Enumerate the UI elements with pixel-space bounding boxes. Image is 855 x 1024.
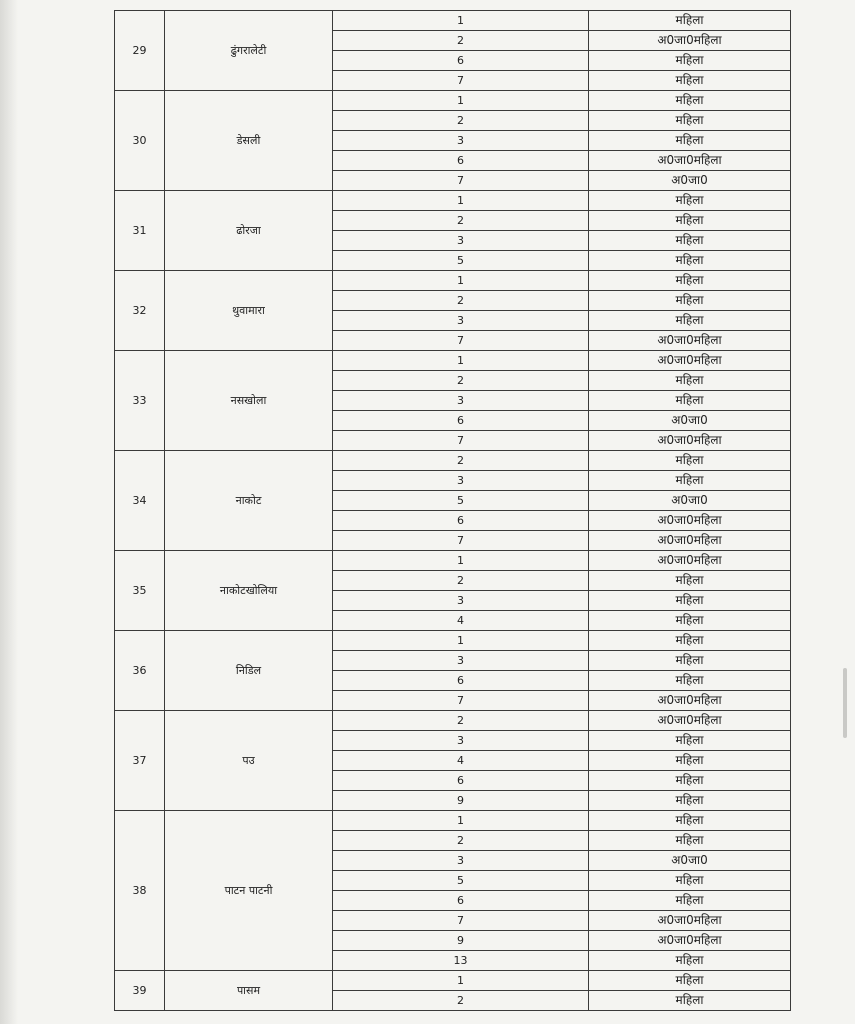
reservation-category-cell: अ0जा0महिला <box>589 911 791 931</box>
gram-panchayat-name-cell: डेसली <box>165 91 333 191</box>
reservation-category-cell: महिला <box>589 971 791 991</box>
reservation-category-cell: अ0जा0महिला <box>589 331 791 351</box>
scrollbar-thumb[interactable] <box>843 668 847 738</box>
ward-number-cell: 7 <box>333 171 589 191</box>
ward-number-cell: 1 <box>333 91 589 111</box>
reservation-category-cell: महिला <box>589 211 791 231</box>
ward-number-cell: 5 <box>333 251 589 271</box>
reservation-category-cell: महिला <box>589 111 791 131</box>
reservation-category-cell: महिला <box>589 611 791 631</box>
reservation-category-cell: अ0जा0महिला <box>589 431 791 451</box>
page-edge-shadow <box>0 0 18 1024</box>
reservation-category-cell: महिला <box>589 11 791 31</box>
ward-number-cell: 3 <box>333 731 589 751</box>
reservation-category-cell: महिला <box>589 751 791 771</box>
table-body <box>115 11 791 1011</box>
reservation-category-cell: महिला <box>589 871 791 891</box>
ward-number-cell: 3 <box>333 131 589 151</box>
ward-number-cell: 2 <box>333 831 589 851</box>
ward-number-cell: 3 <box>333 231 589 251</box>
reservation-category-cell: महिला <box>589 571 791 591</box>
reservation-category-cell: महिला <box>589 471 791 491</box>
ward-number-cell: 7 <box>333 691 589 711</box>
reservation-category-cell: महिला <box>589 91 791 111</box>
ward-number-cell: 2 <box>333 991 589 1011</box>
ward-number-cell: 9 <box>333 931 589 951</box>
reservation-category-cell: महिला <box>589 791 791 811</box>
ward-number-cell: 2 <box>333 571 589 591</box>
reservation-category-cell: अ0जा0 <box>589 491 791 511</box>
reservation-category-cell: महिला <box>589 251 791 271</box>
table-row <box>115 811 791 831</box>
serial-number-cell: 36 <box>115 631 165 711</box>
gram-panchayat-name-cell: पउ <box>165 711 333 811</box>
table-row <box>115 451 791 471</box>
gram-panchayat-name-cell: पाटन पाटनी <box>165 811 333 971</box>
gram-panchayat-name-cell: नाकोटखोलिया <box>165 551 333 631</box>
gram-panchayat-name-cell: ढोरजा <box>165 191 333 271</box>
ward-number-cell: 4 <box>333 611 589 631</box>
gram-panchayat-name-cell: निडिल <box>165 631 333 711</box>
ward-number-cell: 3 <box>333 851 589 871</box>
ward-number-cell: 2 <box>333 31 589 51</box>
reservation-category-cell: अ0जा0महिला <box>589 31 791 51</box>
reservation-category-cell: अ0जा0 <box>589 411 791 431</box>
reservation-category-cell: महिला <box>589 891 791 911</box>
gram-panchayat-name-cell: थुवामारा <box>165 271 333 351</box>
table-row <box>115 631 791 651</box>
reservation-category-cell: महिला <box>589 231 791 251</box>
reservation-category-cell: अ0जा0महिला <box>589 711 791 731</box>
ward-number-cell: 3 <box>333 311 589 331</box>
reservation-category-cell: महिला <box>589 271 791 291</box>
table-row <box>115 711 791 731</box>
reservation-category-cell: महिला <box>589 811 791 831</box>
ward-number-cell: 1 <box>333 351 589 371</box>
reservation-category-cell: अ0जा0 <box>589 851 791 871</box>
table-row <box>115 971 791 991</box>
ward-number-cell: 3 <box>333 471 589 491</box>
gram-panchayat-name-cell: नसखोला <box>165 351 333 451</box>
reservation-category-cell: महिला <box>589 51 791 71</box>
ward-number-cell: 6 <box>333 771 589 791</box>
serial-number-cell: 29 <box>115 11 165 91</box>
reservation-category-cell: अ0जा0महिला <box>589 691 791 711</box>
table-row <box>115 11 791 31</box>
reservation-category-cell: अ0जा0महिला <box>589 511 791 531</box>
reservation-category-cell: अ0जा0महिला <box>589 551 791 571</box>
gram-panchayat-name-cell: पासम <box>165 971 333 1011</box>
ward-number-cell: 3 <box>333 591 589 611</box>
ward-number-cell: 2 <box>333 451 589 471</box>
reservation-category-cell: महिला <box>589 391 791 411</box>
ward-number-cell: 9 <box>333 791 589 811</box>
ward-number-cell: 7 <box>333 911 589 931</box>
ward-number-cell: 7 <box>333 71 589 91</box>
reservation-category-cell: महिला <box>589 771 791 791</box>
serial-number-cell: 30 <box>115 91 165 191</box>
ward-number-cell: 3 <box>333 391 589 411</box>
reservation-category-cell: अ0जा0 <box>589 171 791 191</box>
ward-number-cell: 6 <box>333 51 589 71</box>
ward-number-cell: 6 <box>333 671 589 691</box>
ward-number-cell: 1 <box>333 11 589 31</box>
reservation-category-cell: महिला <box>589 631 791 651</box>
reservation-category-cell: महिला <box>589 651 791 671</box>
ward-number-cell: 3 <box>333 651 589 671</box>
serial-number-cell: 34 <box>115 451 165 551</box>
ward-number-cell: 2 <box>333 711 589 731</box>
ward-number-cell: 6 <box>333 511 589 531</box>
ward-number-cell: 2 <box>333 111 589 131</box>
ward-number-cell: 13 <box>333 951 589 971</box>
ward-number-cell: 7 <box>333 531 589 551</box>
reservation-category-cell: महिला <box>589 591 791 611</box>
reservation-category-cell: अ0जा0महिला <box>589 531 791 551</box>
ward-number-cell: 5 <box>333 871 589 891</box>
ward-number-cell: 7 <box>333 331 589 351</box>
reservation-category-cell: महिला <box>589 731 791 751</box>
reservation-category-cell: महिला <box>589 951 791 971</box>
reservation-category-cell: महिला <box>589 311 791 331</box>
serial-number-cell: 37 <box>115 711 165 811</box>
ward-number-cell: 1 <box>333 631 589 651</box>
reservation-category-cell: अ0जा0महिला <box>589 151 791 171</box>
ward-number-cell: 1 <box>333 271 589 291</box>
reservation-table <box>114 10 791 1011</box>
table-row <box>115 551 791 571</box>
ward-number-cell: 2 <box>333 371 589 391</box>
reservation-category-cell: महिला <box>589 191 791 211</box>
ward-number-cell: 4 <box>333 751 589 771</box>
ward-number-cell: 5 <box>333 491 589 511</box>
reservation-category-cell: महिला <box>589 451 791 471</box>
table-row <box>115 191 791 211</box>
table-row <box>115 351 791 371</box>
reservation-category-cell: महिला <box>589 291 791 311</box>
reservation-category-cell: महिला <box>589 991 791 1011</box>
serial-number-cell: 39 <box>115 971 165 1011</box>
reservation-category-cell: महिला <box>589 371 791 391</box>
table-row <box>115 91 791 111</box>
serial-number-cell: 38 <box>115 811 165 971</box>
gram-panchayat-name-cell: ढुंगरालेटी <box>165 11 333 91</box>
ward-number-cell: 2 <box>333 291 589 311</box>
reservation-category-cell: महिला <box>589 831 791 851</box>
reservation-category-cell: अ0जा0महिला <box>589 351 791 371</box>
gram-panchayat-name-cell: नाकोट <box>165 451 333 551</box>
ward-number-cell: 6 <box>333 891 589 911</box>
ward-number-cell: 7 <box>333 431 589 451</box>
reservation-category-cell: महिला <box>589 71 791 91</box>
serial-number-cell: 31 <box>115 191 165 271</box>
reservation-category-cell: महिला <box>589 671 791 691</box>
table-row <box>115 271 791 291</box>
ward-number-cell: 6 <box>333 151 589 171</box>
ward-number-cell: 1 <box>333 191 589 211</box>
reservation-category-cell: महिला <box>589 131 791 151</box>
serial-number-cell: 35 <box>115 551 165 631</box>
reservation-category-cell: अ0जा0महिला <box>589 931 791 951</box>
ward-number-cell: 1 <box>333 971 589 991</box>
serial-number-cell: 33 <box>115 351 165 451</box>
ward-number-cell: 6 <box>333 411 589 431</box>
ward-number-cell: 1 <box>333 551 589 571</box>
ward-number-cell: 1 <box>333 811 589 831</box>
ward-number-cell: 2 <box>333 211 589 231</box>
serial-number-cell: 32 <box>115 271 165 351</box>
